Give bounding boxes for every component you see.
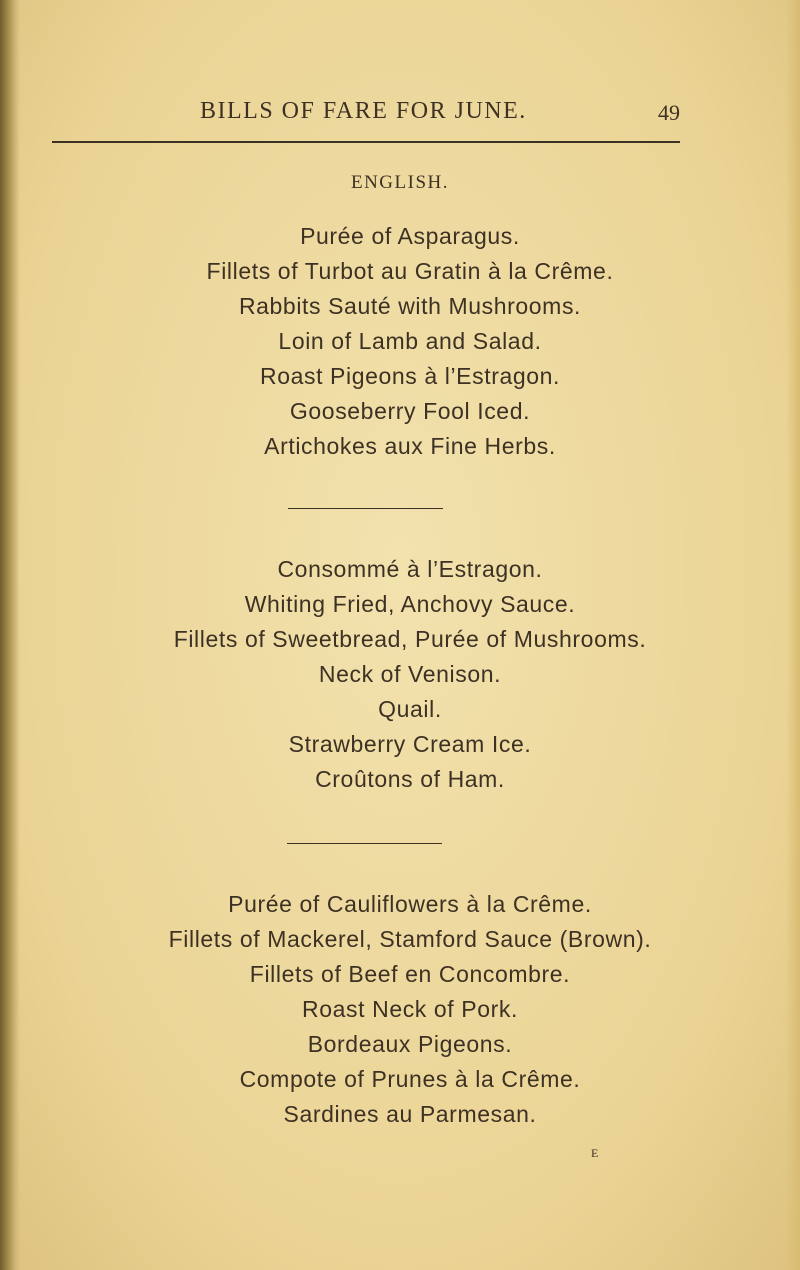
menu-item: Whiting Fried, Anchovy Sauce. (244, 591, 576, 617)
menu-divider (287, 843, 442, 844)
menu-item: Purée of Asparagus. (300, 223, 520, 249)
page-number: 49 (658, 100, 680, 125)
menu-item: Compote of Prunes à la Crême. (239, 1066, 581, 1092)
menu-item: Fillets of Mackerel, Stamford Sauce (Brown). (168, 926, 652, 952)
menu-item: Consommé à l’Estragon. (277, 556, 543, 582)
menu-item: Roast Pigeons à l’Estragon. (259, 363, 561, 389)
menu-item: Roast Neck of Pork. (302, 996, 518, 1022)
menu-item: Purée of Cauliflowers à la Crême. (228, 891, 592, 917)
menu-item: Strawberry Cream Ice. (288, 731, 532, 757)
menu-item: Fillets of Turbot au Gratin à la Crême. (206, 258, 614, 284)
menu-item: Neck of Venison. (318, 661, 502, 687)
menu-item: Fillets of Sweetbread, Purée of Mushrooms. (173, 626, 647, 652)
menu-divider (288, 508, 443, 509)
section-label: ENGLISH. (350, 172, 450, 193)
bill-of-fare-2 (60, 552, 760, 797)
menu-item: Rabbits Sauté with Mushrooms. (238, 293, 582, 319)
menu-item: Artichokes aux Fine Herbs. (264, 433, 556, 459)
menu-item: Gooseberry Fool Iced. (289, 398, 531, 424)
menu-item: Sardines au Parmesan. (283, 1101, 537, 1127)
menu-item: Croûtons of Ham. (315, 766, 505, 792)
menu-item: Quail. (378, 696, 442, 722)
bill-of-fare-3 (60, 887, 760, 1132)
header-rule (52, 141, 680, 143)
menu-item: Fillets of Beef en Concombre. (249, 961, 571, 987)
menu-item: Bordeaux Pigeons. (307, 1031, 513, 1057)
menu-item: Loin of Lamb and Salad. (278, 328, 542, 354)
bill-of-fare-1 (60, 219, 760, 464)
running-head (180, 98, 680, 138)
running-title: BILLS OF FARE FOR JUNE. (200, 98, 527, 124)
signature-mark: E (591, 1146, 600, 1160)
